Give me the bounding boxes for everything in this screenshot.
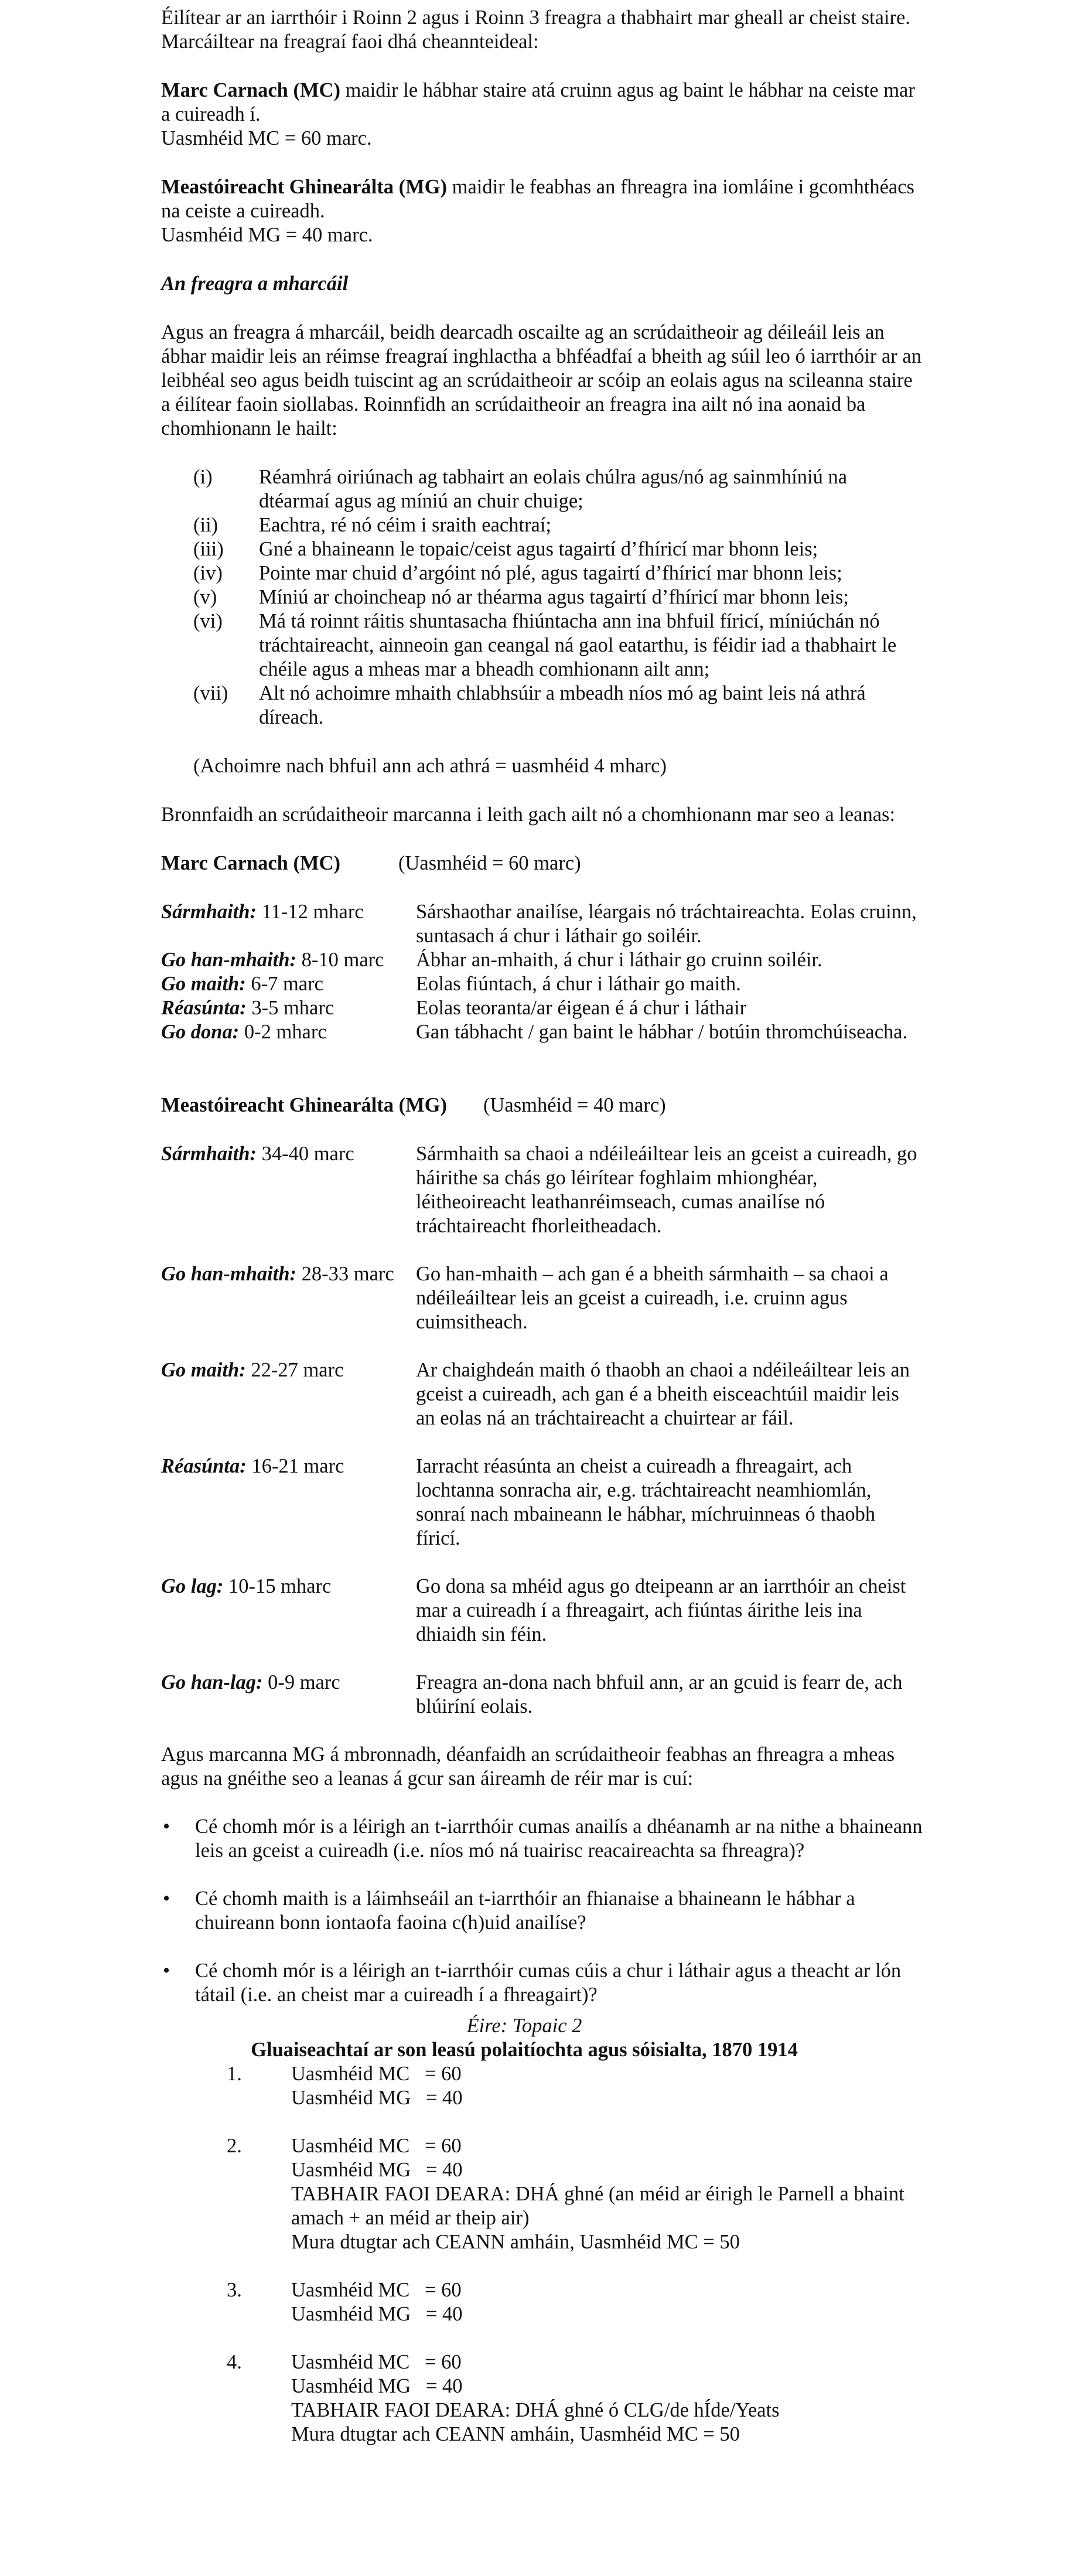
mg-grade-table xyxy=(161,1142,923,1719)
list-item: 1. Uasmhéid MC = 60 Uasmhéid MG = 40 xyxy=(227,2063,463,2109)
list-item: (iv) Pointe mar chuid d’argóint nó plé, agus tagairtí d’fhíricí mar bhonn leis; xyxy=(193,562,842,584)
mc-definition xyxy=(161,79,923,127)
table-row: Réasúnta: 16-21 marc Iarracht réasúnta an cheist a cuireadh a fhreagairt, ach lochtanna sonracha air, e.g. tráchtaireacht neamhiomlán, sonraí nach mbaineann le hábhar, míchruinneas ó thaobh fíricí. xyxy=(161,1455,876,1549)
mg-section-max: (Uasmhéid = 40 marc) xyxy=(483,1094,666,1116)
list-item: (vi) Má tá roinnt ráitis shuntasacha fhiúntacha ann ina bhfuil fíricí, míniúchán nó tráchtaireacht, ainneoin gan ceangal ná gaol eatarthu, is féidir iad a thabhairt le chéile agus a mheas mar a bheadh comhionann ailt ann; xyxy=(193,610,897,680)
allocation-text: Bronnfaidh an scrúdaitheoir marcanna i leith gach ailt nó a chomhionann mar seo a leanas: xyxy=(161,803,896,826)
table-row: Go maith: 6-7 marc Eolas fiúntach, á chur i láthair go maith. xyxy=(161,973,741,995)
bullet-icon: • xyxy=(163,1887,170,1910)
list-item: (vii) Alt nó achoimre mhaith chlabhsúir a mbeadh níos mó ag baint leis ná athrá díreach. xyxy=(193,682,866,728)
table-row: Sármhaith: 11-12 mharc Sárshaothar anailíse, léargais nó tráchtaireachta. Eolas cruinn, suntasach á chur i láthair go soiléir. xyxy=(161,901,917,947)
mg-definition xyxy=(161,175,923,223)
table-row: Sármhaith: 34-40 marc Sármhaith sa chaoi a ndéileáiltear leis an gceist a cuireadh, go háirithe sa chás go léirítear foghlaim mhionghéar, léitheoireacht leathanréimseach, cumas anailíse nó tráchtaireacht fhorleitheadach. xyxy=(161,1143,917,1237)
list-item: 3. Uasmhéid MC = 60 Uasmhéid MG = 40 xyxy=(227,2279,463,2325)
bullet-icon: • xyxy=(163,1815,170,1838)
list-item: • Cé chomh mór is a léirigh an t-iarrthóir cumas anailís a dhéanamh ar na nithe a bhaineann leis an gceist a cuireadh (i.e. níos mó ná tuairisc reacaireachta sa fhreagra)? xyxy=(161,1815,923,1863)
list-item: (ii) Eachtra, ré nó céim i sraith eachtraí; xyxy=(193,514,552,536)
list-item: • Cé chomh mór is a léirigh an t-iarrthóir cumas cúis a chur i láthair agus a theacht ar lón tátail (i.e. an cheist mar a cuireadh í a fhreagairt)? xyxy=(161,1959,923,2007)
mc-section-header xyxy=(161,851,923,875)
table-row: Go maith: 22-27 marc Ar chaighdeán maith ó thaobh an chaoi a ndéileáiltear leis an gceist a cuireadh, ach gan é a bheith eisceachtúil maidir leis an eolas ná an tráchtaireacht a chuirtear ar fáil. xyxy=(161,1359,910,1429)
mc-section-title: Marc Carnach (MC) xyxy=(161,852,340,874)
topic-subtitle: Gluaiseachtaí ar son leasú polaitíochta agus sóisialta, 1870 1914 xyxy=(251,2039,798,2061)
marking-paragraph: Agus an freagra á mharcáil, beidh dearcadh oscailte ag an scrúdaitheoir ag déileáil leis an ábhar maidir leis an réimse freagraí inghlactha a bhféadfaí a bheith ag súil leo ó iarrthóir ar an leibhéal seo agus beidh tuiscint ag an scrúdaitheoir ar scóip an eolais agus na scileanna staire a éilítear faoin siollabas. Roinnfidh an scrúdaitheoir an freagra ina ailt nó ina aonaid ba chomhionann le hailt: xyxy=(161,321,921,439)
mg-definition-text: maidir le feabhas an fhreagra ina iomláine i gcomhthéacs na ceiste a cuireadh. xyxy=(161,176,914,222)
mg-max: Uasmhéid MG = 40 marc. xyxy=(161,224,373,246)
mc-term: Marc Carnach (MC) xyxy=(161,79,340,101)
section-heading: An freagra a mharcáil xyxy=(161,272,349,295)
paragraph-types-list xyxy=(193,465,923,730)
summary-note: (Achoimre nach bhfuil ann ach athrá = uasmhéid 4 mharc) xyxy=(193,755,667,777)
table-row: Réasúnta: 3-5 mharc Eolas teoranta/ar éigean é á chur i láthair xyxy=(161,997,747,1019)
assessment-bullets xyxy=(161,1815,923,2007)
intro-block xyxy=(161,6,923,2446)
mg-section-title: Meastóireacht Ghinearálta (MG) xyxy=(161,1094,447,1116)
mg-assessment-text: Agus marcanna MG á mbronnadh, déanfaidh an scrúdaitheoir feabhas an fhreagra a mheas agus na gnéithe seo a leanas á gcur san áireamh de réir mar is cuí: xyxy=(161,1743,895,1790)
mg-term: Meastóireacht Ghinearálta (MG) xyxy=(161,176,447,198)
bullet-icon: • xyxy=(163,1960,170,1982)
mc-definition-text: maidir le hábhar staire atá cruinn agus ag baint le hábhar na ceiste mar a cuireadh í. xyxy=(161,79,915,125)
table-row: Go han-lag: 0-9 marc Freagra an-dona nach bhfuil ann, ar an gcuid is fearr de, ach blúiríní eolais. xyxy=(161,1671,903,1718)
table-row: Go dona: 0-2 mharc Gan tábhacht / gan baint le hábhar / botúin thromchúiseacha. xyxy=(161,1021,908,1043)
list-item: 4. Uasmhéid MC = 60 Uasmhéid MG = 40 TABHAIR FAOI DEARA: DHÁ ghné ó CLG/de hÍde/Yeats Mura dtugtar ach CEANN amháin, Uasmhéid MC = 50 xyxy=(227,2351,780,2445)
list-item: (i) Réamhrá oiriúnach ag tabhairt an eolais chúlra agus/nó ag sainmhíniú na dtéarmaí agus ag míniú an chuir chuige; xyxy=(193,466,848,512)
intro-paragraph: Éilítear ar an iarrthóir i Roinn 2 agus i Roinn 3 freagra a thabhairt mar gheall ar cheist staire. Marcáiltear na freagraí faoi dhá cheannteideal: xyxy=(161,6,910,53)
question-marks-list xyxy=(161,2062,923,2446)
mc-max: Uasmhéid MC = 60 marc. xyxy=(161,127,372,149)
topic-title: Éire: Topaic 2 xyxy=(466,2015,582,2037)
list-item: • Cé chomh maith is a láimhseáil an t-iarrthóir an fhianaise a bhaineann le hábhar a chuireann bonn iontaofa faoina c(h)uid anailíse? xyxy=(161,1887,923,1935)
table-row: Go han-mhaith: 8-10 marc Ábhar an-mhaith, á chur i láthair go cruinn soiléir. xyxy=(161,949,822,971)
list-item: (v) Míniú ar choincheap nó ar théarma agus tagairtí d’fhíricí mar bhonn leis; xyxy=(193,586,849,608)
mg-section-header xyxy=(161,1093,923,1117)
table-row: Go han-mhaith: 28-33 marc Go han-mhaith – ach gan é a bheith sármhaith – sa chaoi a ndéileáiltear leis an gceist a cuireadh, i.e. cruinn agus cuimsitheach. xyxy=(161,1263,889,1333)
list-item: (iii) Gné a bhaineann le topaic/ceist agus tagairtí d’fhíricí mar bhonn leis; xyxy=(193,538,818,560)
list-item: 2. Uasmhéid MC = 60 Uasmhéid MG = 40 TABHAIR FAOI DEARA: DHÁ ghné (an méid ar éirigh le Parnell a bhaint amach + an méid ar theip air) Mura dtugtar ach CEANN amháin, Uasmhéid MC = 50 xyxy=(227,2135,904,2253)
table-row: Go lag: 10-15 mharc Go dona sa mhéid agus go dteipeann ar an iarrthóir an cheist mar a cuireadh í a fhreagairt, ach fiúntas áirithe leis ina dhiaidh sin féin. xyxy=(161,1575,906,1645)
mc-grade-table xyxy=(161,900,923,1044)
mc-section-max: (Uasmhéid = 60 marc) xyxy=(398,852,581,874)
